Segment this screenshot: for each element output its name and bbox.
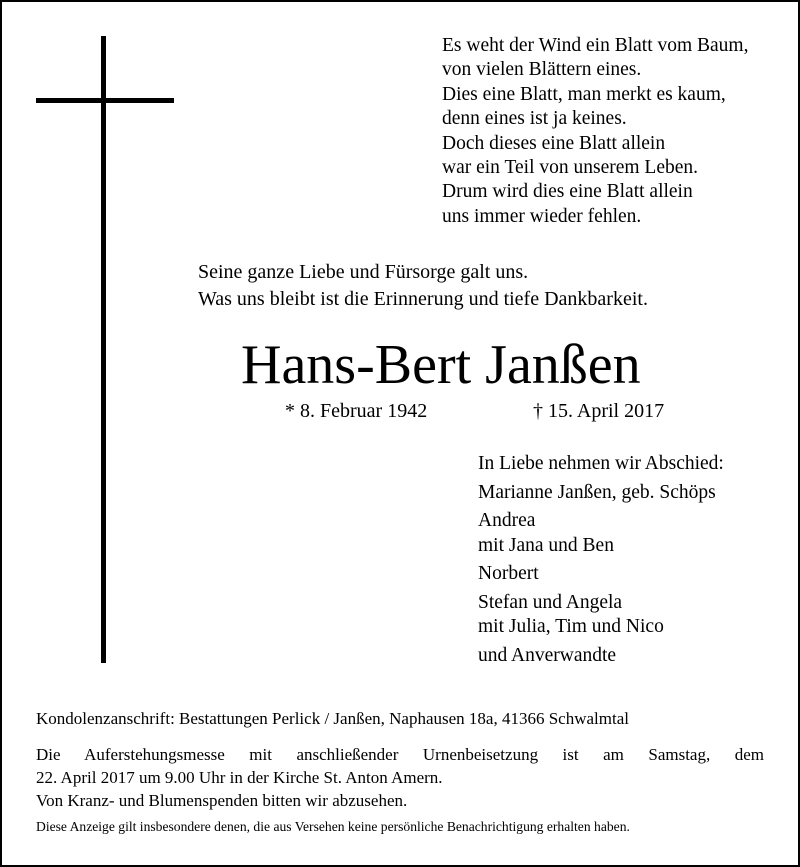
- footnote: Diese Anzeige gilt insbesondere denen, die aus Versehen keine persönliche Benachrichtigung erhalten haben.: [36, 819, 630, 834]
- poem-line: Es weht der Wind ein Blatt vom Baum,: [442, 35, 749, 56]
- mourners-list: [478, 452, 724, 668]
- service-line: Von Kranz- und Blumenspenden bitten wir abzusehen.: [36, 791, 408, 810]
- poem-line: uns immer wieder fehlen.: [442, 205, 642, 227]
- mourner-line: und Anverwandte: [478, 644, 617, 666]
- intro-line: Was uns bleibt ist die Erinnerung und tiefe Dankbarkeit.: [198, 288, 648, 310]
- deceased-name: Hans-Bert Janßen: [241, 334, 641, 396]
- mourner-line: mit Jana und Ben: [478, 534, 614, 556]
- intro-text: [198, 259, 648, 313]
- poem-line: war ein Teil von unserem Leben.: [442, 157, 699, 179]
- condolence-address: Kondolenzanschrift: Bestattungen Perlick / Janßen, Naphausen 18a, 41366 Schwalmtal: [36, 709, 629, 728]
- poem-line: von vielen Blättern eines.: [442, 59, 642, 81]
- poem: [442, 34, 748, 229]
- mourners-heading: In Liebe nehmen wir Abschied:: [478, 453, 724, 474]
- poem-line: denn eines ist ja keines.: [442, 108, 627, 130]
- death-date: † 15. April 2017: [533, 400, 665, 422]
- poem-line: Dies eine Blatt, man merkt es kaum,: [442, 83, 726, 105]
- mourner-line: mit Julia, Tim und Nico: [478, 616, 664, 637]
- mourner-line: Norbert: [478, 563, 539, 584]
- intro-line: Seine ganze Liebe und Fürsorge galt uns.: [198, 261, 529, 283]
- service-info: [36, 743, 764, 812]
- cross-horizontal-bar: [36, 98, 174, 103]
- cross-vertical-bar: [101, 36, 106, 663]
- mourner-line: Marianne Janßen, geb. Schöps: [478, 481, 716, 503]
- poem-line: Doch dieses eine Blatt allein: [442, 132, 666, 154]
- poem-line: Drum wird dies eine Blatt allein: [442, 181, 693, 203]
- mourner-line: Stefan und Angela: [478, 591, 623, 613]
- service-line: Die Auferstehungsmesse mit anschließender Urnenbeisetzung ist am Samstag, dem: [36, 745, 764, 764]
- mourner-line: Andrea: [478, 510, 536, 531]
- birth-date: * 8. Februar 1942: [285, 400, 428, 422]
- service-line: 22. April 2017 um 9.00 Uhr in der Kirche St. Anton Amern.: [36, 768, 443, 787]
